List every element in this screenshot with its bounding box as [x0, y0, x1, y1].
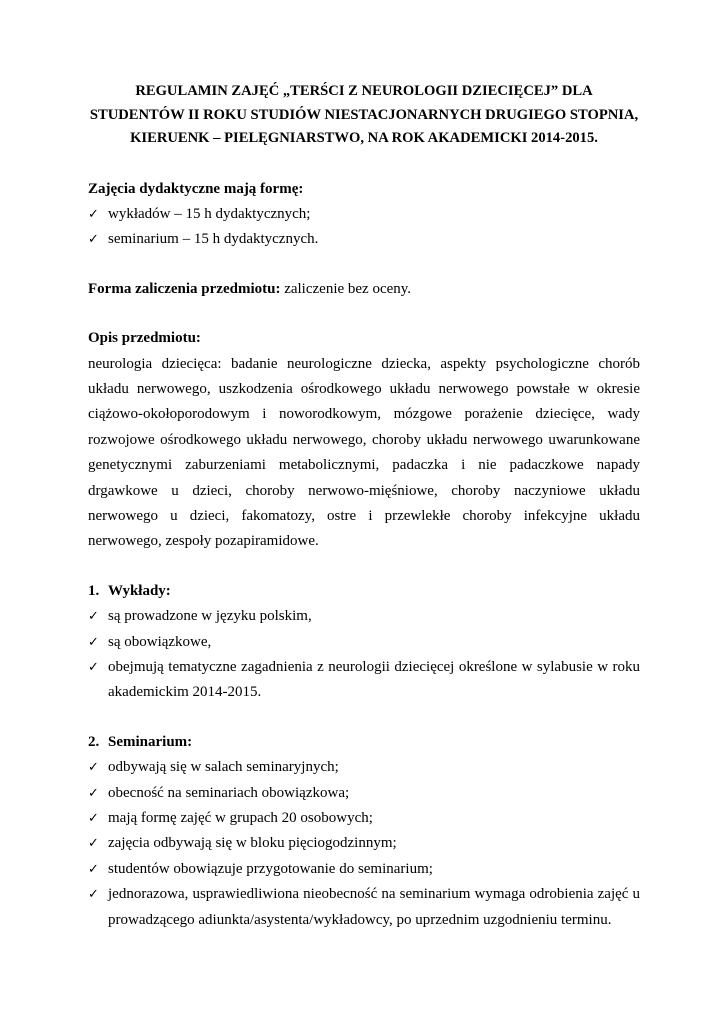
- title-line-3: KIERUENK – PIELĘGNIARSTWO, NA ROK AKADEMICKI 2014-2015.: [130, 130, 598, 146]
- list-item-text: jednorazowa, usprawiedliwiona nieobecność na seminarium wymaga odrobienia zajęć u prowadzącego adiunkta/asystenta/wykładowcy, po uprzednim uzgodnieniu terminu.: [108, 886, 640, 928]
- forms-heading: Zajęcia dydaktyczne mają formę:: [88, 180, 304, 197]
- credit-value: zaliczenie bez oceny.: [280, 280, 412, 297]
- list-item-text: wykładów – 15 h dydaktycznych;: [108, 205, 311, 222]
- list-item-text: mają formę zajęć w grupach 20 osobowych;: [108, 810, 373, 827]
- document-page: [88, 80, 640, 957]
- checkmark-icon: ✓: [88, 836, 99, 852]
- list-item: [88, 227, 640, 252]
- list-item-text: odbywają się w salach seminaryjnych;: [108, 759, 339, 776]
- lectures-section: [88, 579, 640, 706]
- list-item: [88, 604, 640, 629]
- forms-section: [88, 177, 640, 253]
- checkmark-icon: ✓: [88, 206, 99, 222]
- list-item: [88, 655, 640, 706]
- title-line-2: STUDENTÓW II ROKU STUDIÓW NIESTACJONARNYCH DRUGIEGO STOPNIA,: [89, 106, 639, 123]
- list-item-text: są prowadzone w języku polskim,: [108, 608, 312, 625]
- description-heading: Opis przedmiotu:: [88, 330, 201, 347]
- list-item-text: seminarium – 15 h dydaktycznych.: [108, 231, 319, 248]
- seminars-number: 2.: [88, 733, 100, 750]
- forms-list: [88, 202, 640, 253]
- list-item: [88, 755, 640, 780]
- list-item: [88, 857, 640, 882]
- seminars-heading: [88, 730, 640, 755]
- checkmark-icon: ✓: [88, 660, 99, 675]
- list-item: [88, 831, 640, 856]
- list-item-text: obecność na seminariach obowiązkowa;: [108, 784, 350, 801]
- title-line-1: REGULAMIN ZAJĘĆ „TERŚCI Z NEUROLOGII DZIECIĘCEJ” DLA: [135, 83, 593, 99]
- seminars-section: [88, 730, 640, 933]
- checkmark-icon: ✓: [88, 760, 99, 776]
- lectures-heading: [88, 579, 640, 604]
- credit-line: [88, 277, 640, 302]
- checkmark-icon: ✓: [88, 634, 99, 650]
- list-item: [88, 882, 640, 933]
- checkmark-icon: ✓: [88, 887, 99, 903]
- list-item-text: są obowiązkowe,: [108, 633, 212, 650]
- description-section: [88, 326, 640, 555]
- lectures-heading-text: Wykłady:: [108, 582, 171, 599]
- credit-label: Forma zaliczenia przedmiotu:: [88, 280, 281, 297]
- checkmark-icon: ✓: [88, 232, 99, 248]
- credit-section: [88, 277, 640, 302]
- document-title: [88, 80, 640, 151]
- list-item-text: obejmują tematyczne zagadnienia z neurologii dziecięcej określone w sylabusie w roku akademickim 2014-2015.: [108, 659, 640, 701]
- checkmark-icon: ✓: [88, 609, 99, 625]
- lectures-number: 1.: [88, 582, 100, 599]
- checkmark-icon: ✓: [88, 861, 99, 877]
- description-text: neurologia dziecięca: badanie neurologiczne dziecka, aspekty psychologiczne chorób układu nerwowego, uszkodzenia ośrodkowego układu nerwowego powstałe w okresie ciążowo-okołoporodowym i noworodkowym, mózgowe porażenie dziecięce, wady rozwojowe ośrodkowego układu nerwowego, choroby układu nerwowego uwarunkowane genetycznymi zaburzeniami metabolicznymi, padaczka i nie padaczkowe napady drgawkowe u dzieci, choroby nerwowo-mięśniowe, choroby naczyniowe układu nerwowego u dzieci, fakomatozy, ostre i przewlekłe choroby infekcyjne układu nerwowego, zespoły pozapiramidowe.: [88, 355, 640, 550]
- list-item: [88, 806, 640, 831]
- list-item: [88, 202, 640, 227]
- checkmark-icon: ✓: [88, 811, 99, 827]
- list-item: [88, 630, 640, 655]
- checkmark-icon: ✓: [88, 785, 99, 801]
- list-item-text: studentów obowiązuje przygotowanie do seminarium;: [108, 860, 433, 877]
- list-item-text: zajęcia odbywają się w bloku pięciogodzinnym;: [108, 835, 397, 852]
- lectures-list: [88, 604, 640, 706]
- list-item: [88, 781, 640, 806]
- seminars-list: [88, 755, 640, 933]
- seminars-heading-text: Seminarium:: [108, 733, 193, 750]
